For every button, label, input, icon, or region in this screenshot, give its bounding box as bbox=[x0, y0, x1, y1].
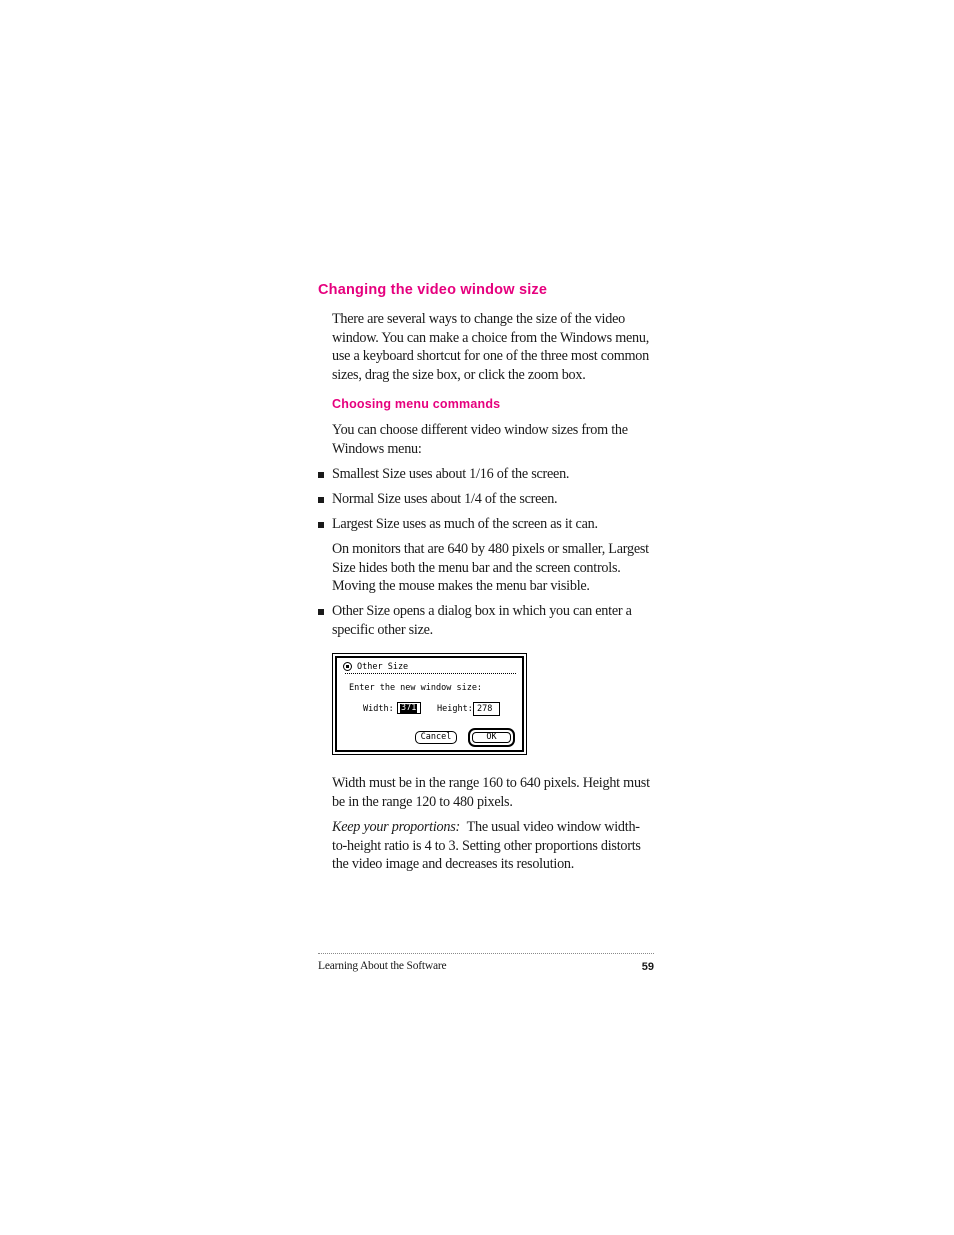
bullet-icon bbox=[318, 609, 324, 615]
width-label: Width: bbox=[363, 704, 394, 714]
width-input-value: 371 bbox=[401, 703, 417, 713]
dialog-title: Other Size bbox=[357, 662, 409, 672]
bullet-other-size: Other Size opens a dialog box in which you can enter a specific other size. bbox=[332, 603, 632, 638]
bullet-icon bbox=[318, 522, 324, 528]
dialog-frame bbox=[335, 656, 524, 752]
dialog-title-divider bbox=[345, 673, 516, 674]
bullet-normal-size: Normal Size uses about 1/4 of the screen. bbox=[332, 491, 558, 507]
dialog-window-icon bbox=[343, 662, 352, 671]
range-note: Width must be in the range 160 to 640 pixels. Height must be in the range 120 to 480 pixels. bbox=[332, 775, 650, 810]
dialog-prompt: Enter the new window size: bbox=[349, 683, 483, 693]
proportions-tip-label: Keep your proportions: bbox=[332, 819, 460, 835]
proportions-tip-text: The usual video window width-to-height ratio is 4 to 3. Setting other proportions distorts the video image and decreases its resolution. bbox=[332, 819, 641, 873]
bullet-icon bbox=[318, 497, 324, 503]
subsection-heading: Choosing menu commands bbox=[332, 397, 501, 411]
width-input[interactable] bbox=[397, 702, 421, 714]
intro-paragraph: There are several ways to change the size of the video window. You can make a choice from the Windows menu, use a keyboard shortcut for one of the three most common sizes, drag the size box, or click the zoom box. bbox=[332, 311, 650, 384]
largest-size-note: On monitors that are 640 by 480 pixels or smaller, Largest Size hides both the menu bar and the screen controls. Moving the mouse makes the menu bar visible. bbox=[332, 541, 649, 595]
bullet-largest-size: Largest Size uses as much of the screen as it can. bbox=[332, 516, 598, 532]
bullet-icon bbox=[318, 472, 324, 478]
height-input-value: 278 bbox=[477, 704, 493, 714]
other-size-dialog bbox=[332, 653, 527, 755]
height-label: Height: bbox=[437, 704, 473, 714]
footer-divider bbox=[318, 953, 654, 954]
height-input[interactable] bbox=[473, 702, 500, 716]
page-number: 59 bbox=[641, 961, 654, 973]
ok-button[interactable]: OK bbox=[472, 732, 511, 743]
cancel-button[interactable]: Cancel bbox=[415, 731, 457, 744]
footer-section-title: Learning About the Software bbox=[318, 960, 447, 972]
bullet-smallest-size: Smallest Size uses about 1/16 of the screen. bbox=[332, 466, 570, 482]
proportions-tip bbox=[332, 818, 654, 874]
section-heading: Changing the video window size bbox=[318, 282, 548, 298]
menu-intro-paragraph: You can choose different video window sizes from the Windows menu: bbox=[332, 422, 628, 457]
ok-button-default-ring[interactable] bbox=[468, 728, 515, 747]
